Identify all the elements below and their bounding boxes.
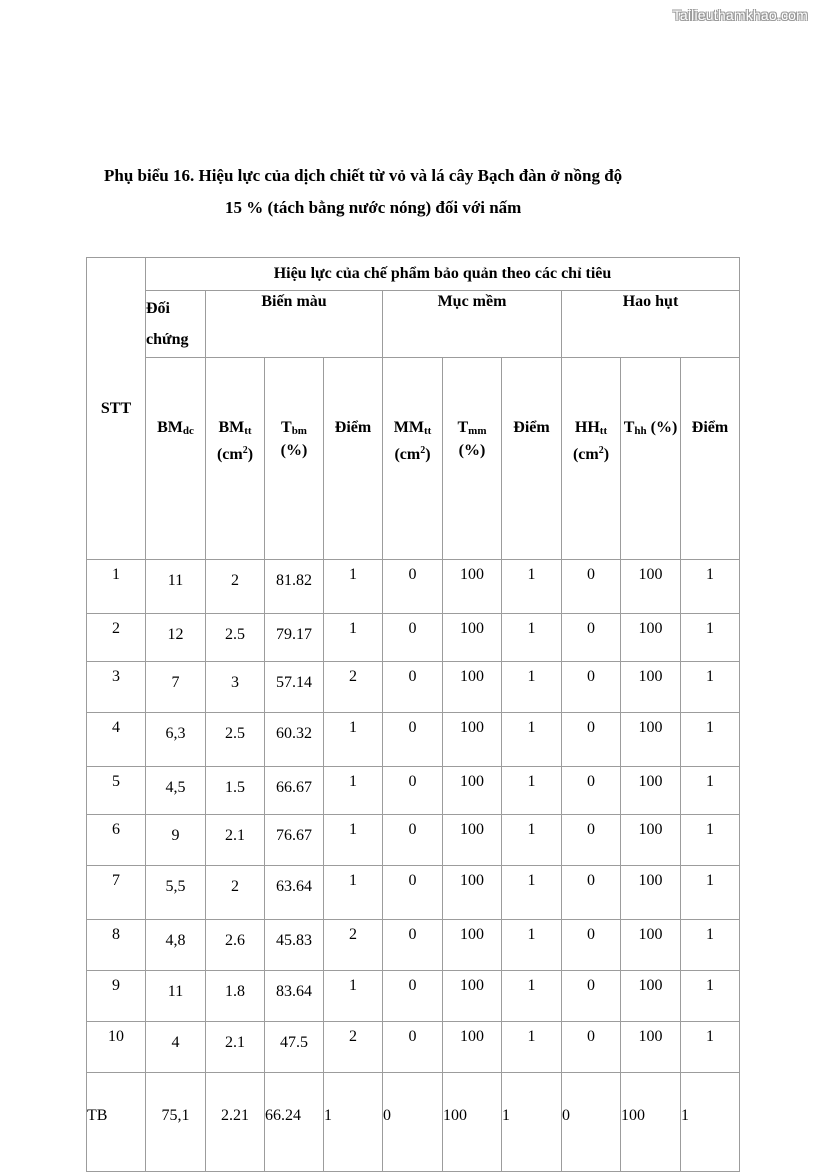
col-diem-bm: Điểm — [324, 358, 383, 560]
table-cell: 57.14 — [265, 662, 324, 713]
table-cell: 83.64 — [265, 971, 324, 1022]
table-cell: 66.24 — [265, 1073, 324, 1172]
table-cell: 1 — [324, 614, 383, 662]
table-cell: 1 — [502, 920, 562, 971]
table-cell: 100 — [621, 767, 681, 815]
table-cell: 0 — [562, 560, 621, 614]
table-cell: 100 — [621, 815, 681, 866]
table-cell: 0 — [562, 920, 621, 971]
table-cell: 45.83 — [265, 920, 324, 971]
table-cell: 1 — [502, 560, 562, 614]
table-cell: 7 — [146, 662, 206, 713]
table-cell: 0 — [562, 1022, 621, 1073]
table-cell: 0 — [562, 815, 621, 866]
watermark: Tailieuthamkhao.com — [672, 7, 808, 23]
table-row — [87, 1022, 740, 1073]
col-t-hh: Thh (%) — [621, 358, 681, 560]
table-cell: 1 — [324, 713, 383, 767]
table-cell: 1 — [502, 713, 562, 767]
group-header: Hiệu lực của chế phẩm bảo quản theo các chỉ tiêu — [146, 258, 740, 291]
table-cell: 0 — [383, 1073, 443, 1172]
page-title — [0, 160, 776, 224]
table-cell: 2.6 — [206, 920, 265, 971]
table-cell: 4 — [146, 1022, 206, 1073]
table-cell: 4,5 — [146, 767, 206, 815]
col-t-mm: Tmm (%) — [443, 358, 502, 560]
table-cell: 100 — [443, 614, 502, 662]
table-cell: 100 — [621, 971, 681, 1022]
table-cell: 5,5 — [146, 866, 206, 920]
table-cell: TB — [87, 1073, 146, 1172]
table-cell: 0 — [383, 662, 443, 713]
table-cell: 1 — [87, 560, 146, 614]
table-cell: 1.8 — [206, 971, 265, 1022]
table-cell: 12 — [146, 614, 206, 662]
table-cell: 1 — [681, 662, 740, 713]
table-cell: 81.82 — [265, 560, 324, 614]
table-cell: 1 — [681, 866, 740, 920]
table-cell: 1 — [324, 1073, 383, 1172]
table-cell: 60.32 — [265, 713, 324, 767]
table-cell: 1 — [681, 1073, 740, 1172]
table-row — [87, 866, 740, 920]
table-cell: 0 — [383, 815, 443, 866]
table-cell: 76.67 — [265, 815, 324, 866]
table-cell: 2 — [206, 866, 265, 920]
table-cell: 0 — [383, 1022, 443, 1073]
table-cell: 11 — [146, 971, 206, 1022]
table-cell: 1 — [324, 767, 383, 815]
table-cell: 1 — [324, 866, 383, 920]
table-cell: 9 — [146, 815, 206, 866]
table-row — [87, 920, 740, 971]
table-cell: 2.1 — [206, 1022, 265, 1073]
table-cell: 100 — [443, 662, 502, 713]
table-cell: 0 — [562, 971, 621, 1022]
table-cell: 1 — [324, 815, 383, 866]
table-cell: 100 — [621, 662, 681, 713]
table-cell: 1 — [681, 1022, 740, 1073]
table-cell: 0 — [383, 866, 443, 920]
table-row — [87, 713, 740, 767]
col-t-bm: Tbm (%) — [265, 358, 324, 560]
table-cell: 100 — [621, 614, 681, 662]
table-row — [87, 560, 740, 614]
table-cell: 3 — [206, 662, 265, 713]
col-bm-dc: BMdc — [146, 358, 206, 560]
table-cell: 1 — [681, 971, 740, 1022]
table-cell: 2.5 — [206, 614, 265, 662]
table-cell: 10 — [87, 1022, 146, 1073]
table-cell: 11 — [146, 560, 206, 614]
table-row — [87, 767, 740, 815]
stt-header: STT — [87, 258, 146, 560]
table-cell: 1.5 — [206, 767, 265, 815]
hao-hut-header: Hao hụt — [562, 291, 740, 358]
table-cell: 100 — [443, 971, 502, 1022]
table-cell: 1 — [324, 560, 383, 614]
table-cell: 1 — [681, 767, 740, 815]
col-diem-hh: Điểm — [681, 358, 740, 560]
table-cell: 100 — [443, 866, 502, 920]
control-header: Đối chứng — [146, 291, 206, 358]
table-cell: 2.5 — [206, 713, 265, 767]
table-cell: 47.5 — [265, 1022, 324, 1073]
table-row — [87, 662, 740, 713]
table-cell: 5 — [87, 767, 146, 815]
table-cell: 0 — [562, 767, 621, 815]
table-cell: 100 — [443, 1073, 502, 1172]
table-cell: 100 — [621, 560, 681, 614]
table-cell: 100 — [621, 713, 681, 767]
table-cell: 1 — [502, 815, 562, 866]
table-cell: 2 — [87, 614, 146, 662]
table-cell: 0 — [383, 614, 443, 662]
table-cell: 66.67 — [265, 767, 324, 815]
table-cell: 100 — [443, 767, 502, 815]
summary-row — [87, 1073, 740, 1172]
table-cell: 4,8 — [146, 920, 206, 971]
table-cell: 0 — [383, 971, 443, 1022]
table-cell: 100 — [621, 920, 681, 971]
table-cell: 2 — [324, 1022, 383, 1073]
col-bm-tt: BMtt $(cm^2)$ — [206, 358, 265, 560]
table-cell: 8 — [87, 920, 146, 971]
table-cell: 0 — [562, 713, 621, 767]
table-cell: 1 — [681, 713, 740, 767]
table-cell: 7 — [87, 866, 146, 920]
table-cell: 1 — [681, 614, 740, 662]
table-cell: 63.64 — [265, 866, 324, 920]
table-cell: 0 — [562, 866, 621, 920]
table-cell: 4 — [87, 713, 146, 767]
table-cell: 1 — [681, 560, 740, 614]
table-cell: 0 — [562, 614, 621, 662]
table-cell: 0 — [562, 1073, 621, 1172]
table-row — [87, 614, 740, 662]
table-body — [87, 560, 740, 1073]
table-cell: 100 — [443, 713, 502, 767]
table-cell: 100 — [621, 866, 681, 920]
table-cell: 0 — [383, 767, 443, 815]
table-cell: 75,1 — [146, 1073, 206, 1172]
table-cell: 100 — [621, 1073, 681, 1172]
table-cell: 1 — [502, 1073, 562, 1172]
table-cell: 3 — [87, 662, 146, 713]
table-cell: 1 — [502, 662, 562, 713]
table-cell: 1 — [502, 971, 562, 1022]
table-cell: 100 — [443, 920, 502, 971]
table-cell: 100 — [443, 815, 502, 866]
table-cell: 6,3 — [146, 713, 206, 767]
table-cell: 2 — [324, 920, 383, 971]
table-cell: 1 — [324, 971, 383, 1022]
table-cell: 0 — [383, 560, 443, 614]
table-cell: 0 — [383, 713, 443, 767]
table-cell: 2 — [206, 560, 265, 614]
table-row — [87, 971, 740, 1022]
table-cell: 2.21 — [206, 1073, 265, 1172]
table-cell: 100 — [443, 1022, 502, 1073]
title-line-2: 15 % (tách bằng nước nóng) đối với nấm — [225, 198, 522, 217]
table-cell: 0 — [383, 920, 443, 971]
table-cell: 79.17 — [265, 614, 324, 662]
table-cell: 1 — [502, 767, 562, 815]
table-cell: 9 — [87, 971, 146, 1022]
results-table — [86, 257, 740, 1172]
table-row — [87, 815, 740, 866]
table-cell: 2 — [324, 662, 383, 713]
table-cell: 1 — [502, 614, 562, 662]
table-cell: 1 — [681, 920, 740, 971]
muc-mem-header: Mục mềm — [383, 291, 562, 358]
table-cell: 1 — [502, 1022, 562, 1073]
table-cell: 6 — [87, 815, 146, 866]
col-diem-mm: Điểm — [502, 358, 562, 560]
table-cell: 2.1 — [206, 815, 265, 866]
table-cell: 1 — [502, 866, 562, 920]
table-cell: 0 — [562, 662, 621, 713]
table-cell: 100 — [443, 560, 502, 614]
bien-mau-header: Biến màu — [206, 291, 383, 358]
table-cell: 100 — [621, 1022, 681, 1073]
col-mm-tt: MMtt $(cm^2)$ — [383, 358, 443, 560]
col-hh-tt: HHtt $(cm^2)$ — [562, 358, 621, 560]
title-line-1: Phụ biểu 16. Hiệu lực của dịch chiết từ vỏ và lá cây Bạch đàn ở nồng độ — [104, 166, 623, 185]
table-cell: 1 — [681, 815, 740, 866]
